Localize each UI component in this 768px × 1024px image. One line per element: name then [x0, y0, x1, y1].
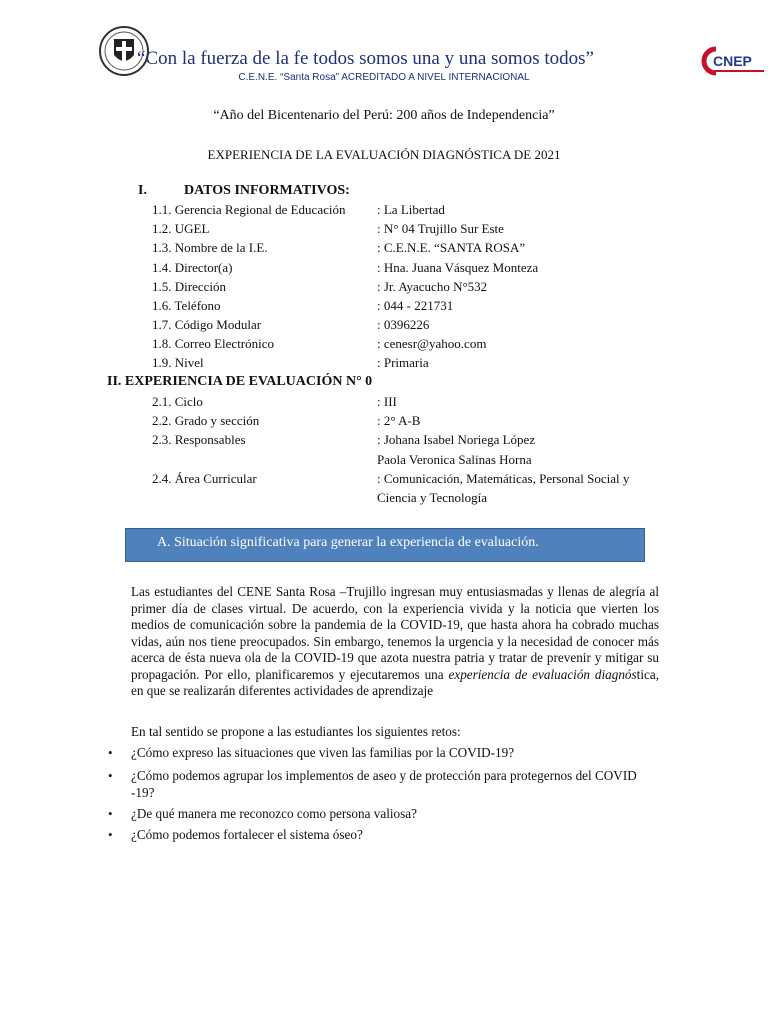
- bullet-icon: •: [108, 806, 113, 821]
- section2-title: II. EXPERIENCIA DE EVALUACIÓN N° 0: [107, 374, 373, 389]
- challenges-intro: En tal sentido se propone a las estudiantes los siguientes retos:: [131, 724, 461, 739]
- paragraph-text-end: tica, en que se realizarán diferentes actividades de aprendizaje: [131, 666, 660, 698]
- info-row-value: : Jr. Ayacucho N°532: [377, 279, 488, 294]
- info-row-value: : Hna. Juana Vásquez Monteza: [377, 260, 539, 275]
- info-row-label: 2.4. Área Curricular: [152, 471, 257, 486]
- info-row-label: 2.1. Ciclo: [152, 394, 203, 409]
- info-row-label: 1.8. Correo Electrónico: [152, 336, 275, 351]
- email-value: : cenesr@yahoo.com: [377, 336, 487, 351]
- situation-paragraph: [131, 584, 659, 700]
- section1-title: DATOS INFORMATIVOS:: [184, 183, 350, 198]
- bullet-icon: •: [108, 827, 113, 842]
- info-row-label: 1.7. Código Modular: [152, 317, 262, 332]
- info-row-label: 2.3. Responsables: [152, 432, 246, 447]
- info-row-value: : 0396226: [377, 317, 430, 332]
- list-item: ¿Cómo podemos agrupar los implementos de aseo y de protección para protegernos del COVID -19?: [131, 768, 637, 800]
- info-row-label: 1.9. Nivel: [152, 355, 204, 370]
- info-row-label: 1.3. Nombre de la I.E.: [152, 240, 268, 255]
- info-row-value: : Johana Isabel Noriega López: [377, 432, 536, 447]
- document-title: EXPERIENCIA DE LA EVALUACIÓN DIAGNÓSTICA DE 2021: [207, 147, 561, 162]
- info-row-value: : 044 - 221731: [377, 298, 454, 313]
- info-row-value: : C.E.N.E. “SANTA ROSA”: [377, 240, 526, 255]
- cnep-logo: [700, 44, 768, 78]
- info-row-label: 1.2. UGEL: [152, 221, 210, 236]
- paragraph-text: Las estudiantes del CENE Santa Rosa –Trujillo ingresan muy entusiasmadas y llenas de alegría al primer día de clases virtual. De acuerdo, con la experiencia vivida y la noticia que vierten los medios de comunicación sobre la pandemia de la COVID-19, que hasta ahora ha cobrado muchas vidas, aún nos tiene preocupados. Sin embargo, tenemos la urgencia y la necesidad de conocer más acerca de ésta nueva ola de la COVID-19 que azota nuestra patria y tratar de prevenir y mitigar su propagación. Por ello, planificaremos y ejecutaremos una: [131, 584, 659, 682]
- info-row-label: 1.1. Gerencia Regional de Educación: [152, 202, 346, 217]
- info-row-label: 2.2. Grado y sección: [152, 413, 260, 428]
- list-item: ¿De qué manera me reconozco como persona valiosa?: [131, 806, 417, 821]
- list-item: ¿Cómo expreso las situaciones que viven las familias por la COVID-19?: [131, 745, 515, 760]
- info-row-value: : 2° A-B: [377, 413, 421, 428]
- school-motto: “Con la fuerza de la fe todos somos una y una somos todos”: [137, 48, 594, 69]
- section-a-banner-text: A. Situación significativa para generar la experiencia de evaluación.: [157, 535, 539, 550]
- info-row-value: : N° 04 Trujillo Sur Este: [377, 221, 504, 236]
- info-row-value-continued: Paola Veronica Salinas Horna: [377, 452, 532, 467]
- info-row-label: 1.4. Director(a): [152, 260, 233, 275]
- paragraph-italic-text: experiencia de evaluación diagnós: [448, 666, 637, 682]
- section1-number: I.: [138, 183, 147, 198]
- info-row-value: : Primaria: [377, 355, 429, 370]
- accreditation-subtitle: C.E.N.E. “Santa Rosa” ACREDITADO A NIVEL INTERNACIONAL: [238, 72, 530, 83]
- bullet-icon: •: [108, 745, 113, 760]
- info-row-label: 1.5. Dirección: [152, 279, 227, 294]
- year-motto: “Año del Bicentenario del Perú: 200 años de Independencia”: [213, 108, 555, 123]
- cnep-logo-text: CNEP: [713, 53, 752, 69]
- info-row-value: : La Libertad: [377, 202, 445, 217]
- info-row-label: 1.6. Teléfono: [152, 298, 221, 313]
- info-row-value: : Comunicación, Matemáticas, Personal Social y: [377, 471, 630, 486]
- info-row-value-continued: Ciencia y Tecnología: [377, 490, 488, 505]
- list-item: ¿Cómo podemos fortalecer el sistema óseo?: [131, 827, 363, 842]
- bullet-icon: •: [108, 768, 113, 783]
- info-row-value: : III: [377, 394, 397, 409]
